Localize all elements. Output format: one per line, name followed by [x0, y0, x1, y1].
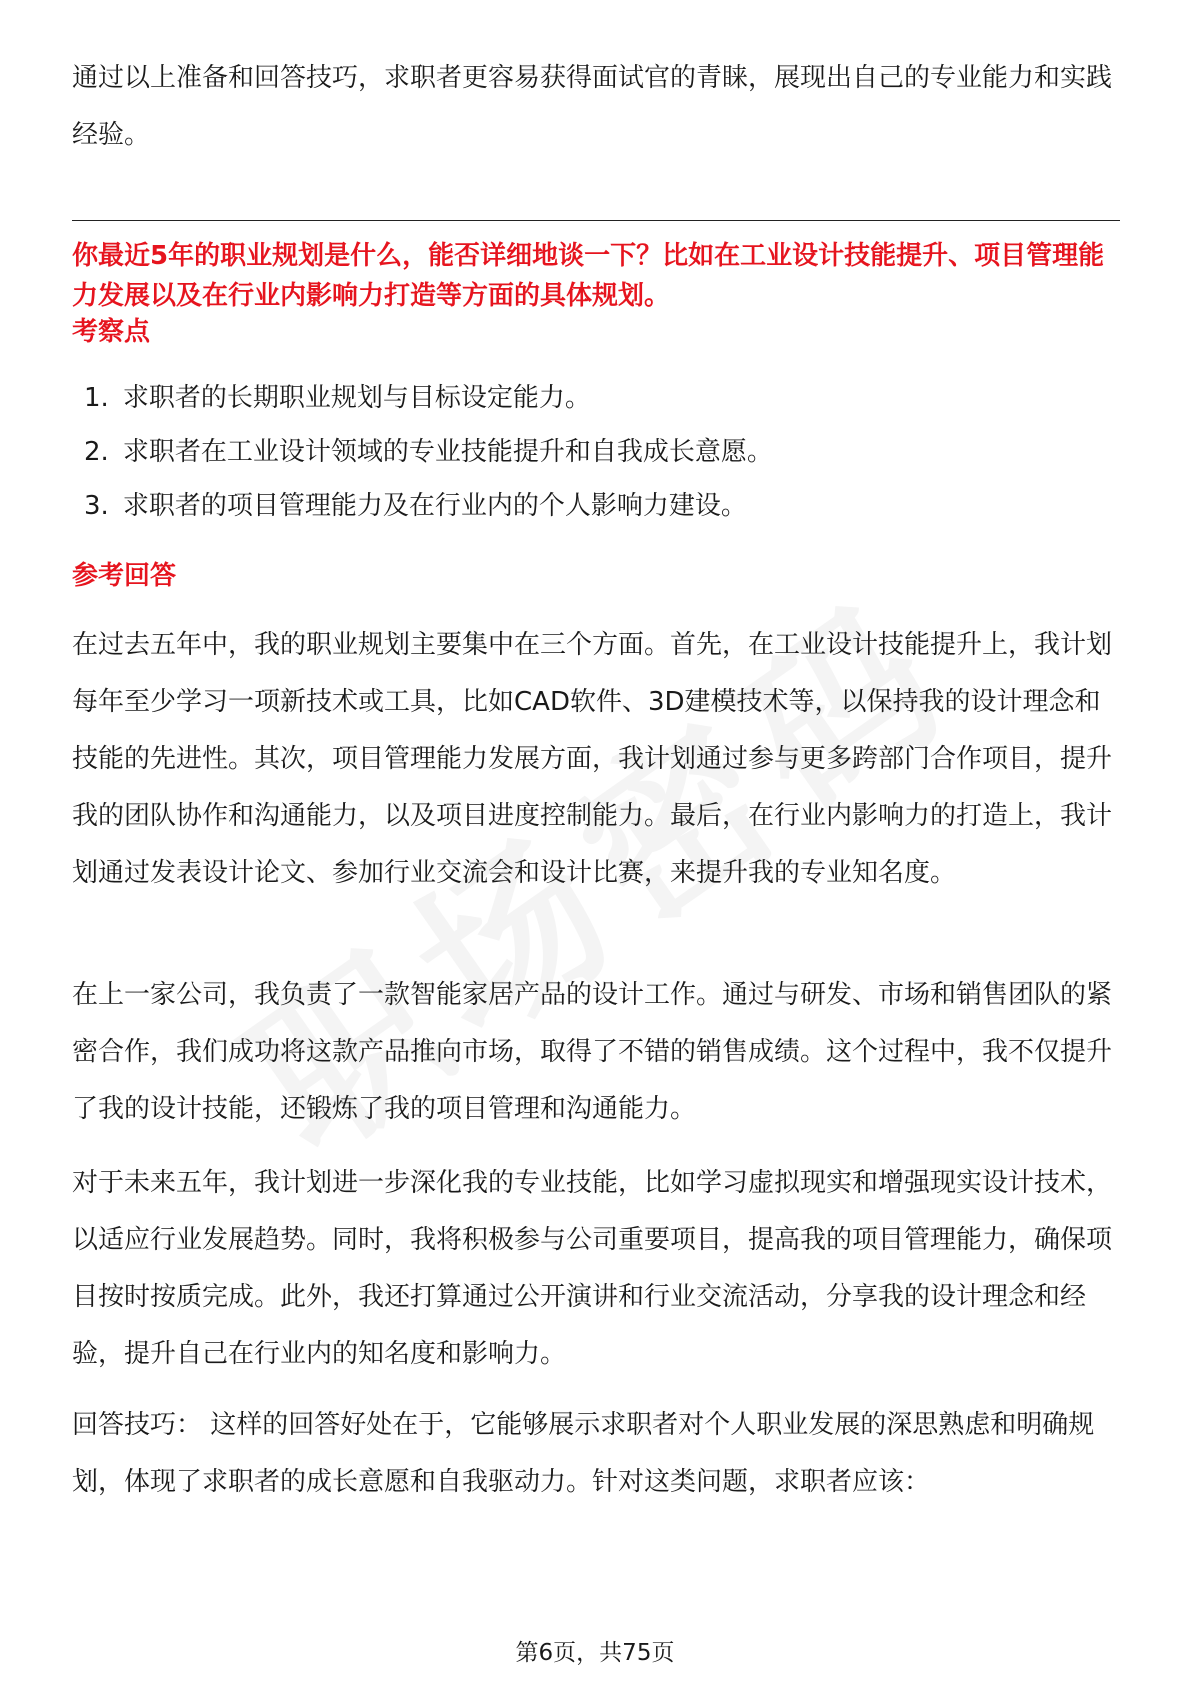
answer-paragraph: 对于未来五年，我计划进一步深化我的专业技能，比如学习虚拟现实和增强现实设计技术，以适应行业发展趋势。同时，我将积极参与公司重要项目，提高我的项目管理能力，确保项目按时按质完成。此外，我还打算通过公开演讲和行业交流活动，分享我的设计理念和经验，提升自己在行业内的知名度和影响力。	[72, 1168, 1113, 1369]
list-text: 求职者在工业设计领域的专业技能提升和自我成长意愿。	[122, 437, 773, 467]
list-number: 1.	[84, 383, 109, 413]
interview-question: 你最近5年的职业规划是什么，能否详细地谈一下？比如在工业设计技能提升、项目管理能力发展以及在行业内影响力打造等方面的具体规划。	[72, 241, 1105, 311]
section-divider	[72, 220, 1120, 221]
list-text: 求职者的长期职业规划与目标设定能力。	[122, 383, 591, 413]
exam-point-item	[84, 486, 747, 526]
exam-point-item	[84, 378, 591, 418]
reference-answer-heading: 参考回答	[72, 561, 177, 591]
list-number: 2.	[84, 437, 109, 467]
list-number: 3.	[84, 491, 109, 521]
page-footer: 第6页，共75页	[515, 1640, 675, 1666]
answer-tips-paragraph: 回答技巧： 这样的回答好处在于，它能够展示求职者对个人职业发展的深思熟虑和明确规划，体现了求职者的成长意愿和自我驱动力。针对这类问题，求职者应该：	[72, 1410, 1095, 1497]
answer-paragraph: 在过去五年中，我的职业规划主要集中在三个方面。首先，在工业设计技能提升上，我计划每年至少学习一项新技术或工具，比如CAD软件、3D建模技术等，以保持我的设计理念和技能的先进性。其次，项目管理能力发展方面，我计划通过参与更多跨部门合作项目，提升我的团队协作和沟通能力，以及项目进度控制能力。最后，在行业内影响力的打造上，我计划通过发表设计论文、参加行业交流会和设计比赛，来提升我的专业知名度。	[72, 630, 1113, 888]
list-text: 求职者的项目管理能力及在行业内的个人影响力建设。	[122, 491, 747, 521]
answer-paragraph: 在上一家公司，我负责了一款智能家居产品的设计工作。通过与研发、市场和销售团队的紧密合作，我们成功将这款产品推向市场，取得了不错的销售成绩。这个过程中，我不仅提升了我的设计技能，还锻炼了我的项目管理和沟通能力。	[72, 980, 1113, 1124]
intro-paragraph: 通过以上准备和回答技巧，求职者更容易获得面试官的青睐，展现出自己的专业能力和实践经验。	[72, 63, 1113, 150]
exam-points-heading: 考察点	[72, 317, 151, 347]
exam-point-item	[84, 432, 773, 472]
